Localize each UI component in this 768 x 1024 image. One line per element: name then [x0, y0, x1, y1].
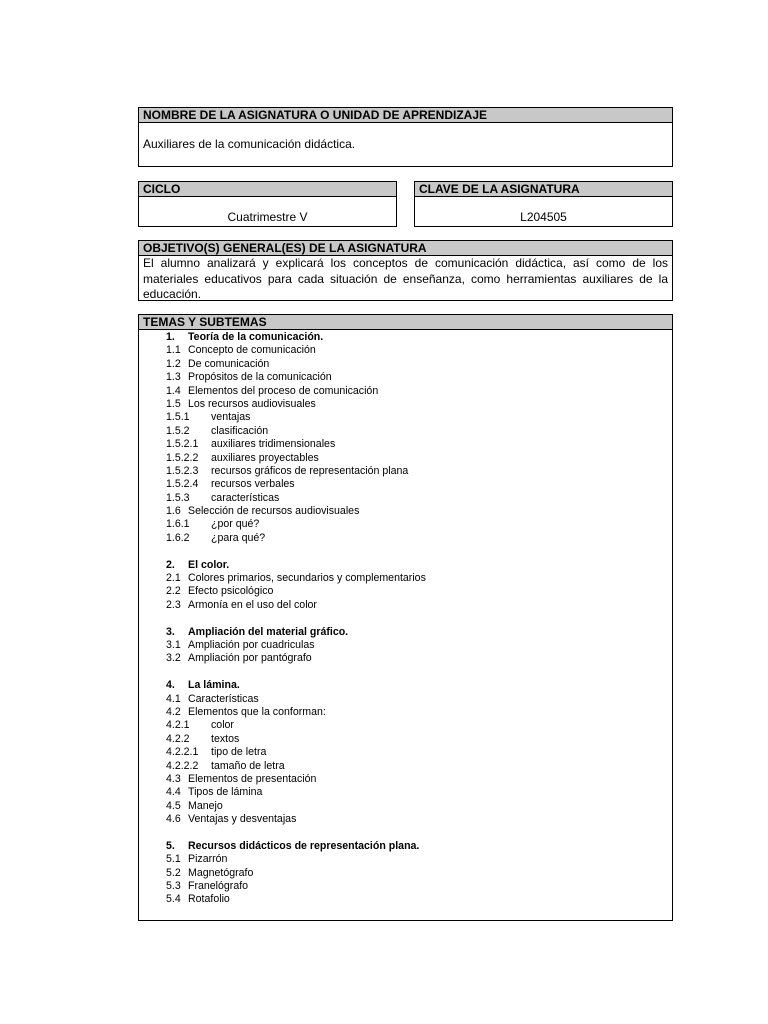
topic-text: El color. [188, 558, 230, 571]
topic-number: 4.2.2 [166, 732, 190, 745]
topic-item [166, 478, 672, 491]
topic-text: Colores primarios, secundarios y complementarios [188, 572, 426, 585]
topic-chapter [166, 559, 672, 572]
topic-number: 3.1 [166, 638, 181, 651]
topic-number: 1.6.1 [166, 518, 190, 531]
topic-text: textos [211, 732, 240, 745]
topic-item [166, 572, 672, 585]
topic-number: 5.2 [166, 866, 181, 879]
topic-item [166, 532, 672, 545]
objetivo-value: El alumno analizará y explicará los conceptos de comunicación didáctica, así como de los materiales educativos para cada situación de enseñanza, como herramientas auxiliares de la educación. [143, 256, 668, 301]
topic-item [166, 733, 672, 746]
topic-item [166, 452, 672, 465]
topic-text: Concepto de comunicación [188, 344, 316, 357]
topic-number: 4.2.1 [166, 719, 190, 732]
topic-number: 2.3 [166, 598, 181, 611]
topic-chapter [166, 679, 672, 692]
clave-box [414, 181, 673, 227]
topic-item [166, 585, 672, 598]
topic-number: 1.5.3 [166, 491, 190, 504]
ciclo-box [138, 181, 397, 227]
topic-item [166, 358, 672, 371]
topic-text: Características [188, 692, 259, 705]
topic-item [166, 344, 672, 357]
topic-item [166, 465, 672, 478]
topic-number: 4.4 [166, 786, 181, 799]
topic-text: Elementos del proceso de comunicación [188, 384, 379, 397]
topic-number: 2.1 [166, 572, 181, 585]
topic-chapter [166, 331, 672, 344]
temas-header: TEMAS Y SUBTEMAS [139, 315, 672, 330]
topic-text: Tipos de lámina [188, 786, 263, 799]
topic-text: De comunicación [188, 357, 270, 370]
topic-text: ventajas [211, 411, 251, 424]
topic-item [166, 786, 672, 799]
temas-box [138, 314, 673, 921]
topic-text: Pizarrón [188, 853, 228, 866]
topic-number: 1.5.2 [166, 424, 190, 437]
topic-number: 1.6 [166, 505, 181, 518]
topic-text: Manejo [188, 799, 223, 812]
topic-number: 1.2 [166, 357, 181, 370]
topic-text: Propósitos de la comunicación [188, 371, 332, 384]
topic-item [166, 746, 672, 759]
topic-chapter [166, 840, 672, 853]
topic-number: 5.1 [166, 853, 181, 866]
topic-item [166, 492, 672, 505]
topic-text: Franelógrafo [188, 880, 249, 893]
topic-number: 2.2 [166, 585, 181, 598]
objetivo-header: OBJETIVO(S) GENERAL(ES) DE LA ASIGNATURA [139, 241, 672, 256]
topic-number: 5.4 [166, 893, 181, 906]
topic-item [166, 867, 672, 880]
topic-number: 1.4 [166, 384, 181, 397]
topic-text: auxiliares proyectables [211, 451, 319, 464]
asignatura-name-header: NOMBRE DE LA ASIGNATURA O UNIDAD DE APRENDIZAJE [139, 108, 672, 123]
topic-item [166, 760, 672, 773]
topic-number: 4.2.2.1 [166, 746, 199, 759]
asignatura-name-value: Auxiliares de la comunicación didáctica. [143, 137, 356, 151]
topic-item [166, 652, 672, 665]
topic-text: recursos gráficos de representación plana [211, 464, 409, 477]
topic-item [166, 639, 672, 652]
topic-number: 1.3 [166, 371, 181, 384]
topic-text: Selección de recursos audiovisuales [188, 505, 360, 518]
objetivo-box [138, 240, 673, 301]
topic-text: Rotafolio [188, 893, 230, 906]
temas-list [139, 330, 672, 907]
topic-number: 1.5.2.3 [166, 464, 199, 477]
topic-text: Magnetógrafo [188, 866, 254, 879]
topic-item [166, 398, 672, 411]
topic-item [166, 518, 672, 531]
topic-text: Elementos que la conforman: [188, 705, 326, 718]
topic-number: 1.5.2.1 [166, 438, 199, 451]
topic-text: La lámina. [188, 679, 240, 692]
topic-number: 3.2 [166, 652, 181, 665]
topic-number: 1.6.2 [166, 531, 190, 544]
asignatura-name-box [138, 107, 673, 167]
topic-text: color [211, 719, 234, 732]
topic-number: 5. [166, 839, 175, 852]
topic-text: tipo de letra [211, 746, 267, 759]
topic-number: 2. [166, 558, 175, 571]
topic-text: Armonía en el uso del color [188, 598, 317, 611]
topic-item [166, 371, 672, 384]
topic-number: 4.3 [166, 772, 181, 785]
topic-number: 4.1 [166, 692, 181, 705]
topic-text: auxiliares tridimensionales [211, 438, 336, 451]
topic-item [166, 693, 672, 706]
topic-item [166, 385, 672, 398]
topic-text: Los recursos audiovisuales [188, 397, 316, 410]
topic-text: Recursos didácticos de representación plana. [188, 839, 420, 852]
clave-header: CLAVE DE LA ASIGNATURA [415, 182, 672, 197]
topic-text: ¿por qué? [211, 518, 260, 531]
topic-item [166, 773, 672, 786]
topic-text: ¿para qué? [211, 531, 266, 544]
topic-text: tamaño de letra [211, 759, 285, 772]
ciclo-value: Cuatrimestre V [227, 210, 308, 224]
topic-item [166, 853, 672, 866]
topic-text: Ampliación del material gráfico. [188, 625, 349, 638]
topic-number: 4.5 [166, 799, 181, 812]
topic-item [166, 425, 672, 438]
topic-number: 4.2 [166, 705, 181, 718]
topic-text: Ampliación por cuadriculas [188, 638, 315, 651]
topic-item [166, 800, 672, 813]
topic-text: características [211, 491, 280, 504]
ciclo-header: CICLO [139, 182, 396, 197]
topic-number: 1.5.1 [166, 411, 190, 424]
topic-text: recursos verbales [211, 478, 295, 491]
topic-text: Teoría de la comunicación. [188, 331, 324, 343]
topic-text: Elementos de presentación [188, 772, 317, 785]
topic-item [166, 411, 672, 424]
topic-item [166, 438, 672, 451]
topic-text: Ventajas y desventajas [188, 813, 297, 826]
topic-number: 1.5.2.4 [166, 478, 199, 491]
topic-text: clasificación [211, 424, 269, 437]
topic-number: 4. [166, 679, 175, 692]
topic-text: Ampliación por pantógrafo [188, 652, 312, 665]
topic-number: 4.2.2.2 [166, 759, 199, 772]
topic-number: 5.3 [166, 880, 181, 893]
topic-number: 1. [166, 331, 175, 343]
topic-chapter [166, 626, 672, 639]
topic-text: Efecto psicológico [188, 585, 274, 598]
topic-item [166, 893, 672, 906]
clave-value: L204505 [520, 210, 567, 224]
topic-item [166, 505, 672, 518]
topic-item [166, 813, 672, 826]
topic-number: 1.1 [166, 344, 181, 357]
topic-number: 3. [166, 625, 175, 638]
topic-item [166, 719, 672, 732]
topic-item [166, 880, 672, 893]
topic-number: 4.6 [166, 813, 181, 826]
topic-item [166, 599, 672, 612]
topic-number: 1.5.2.2 [166, 451, 199, 464]
topic-item [166, 706, 672, 719]
topic-number: 1.5 [166, 397, 181, 410]
